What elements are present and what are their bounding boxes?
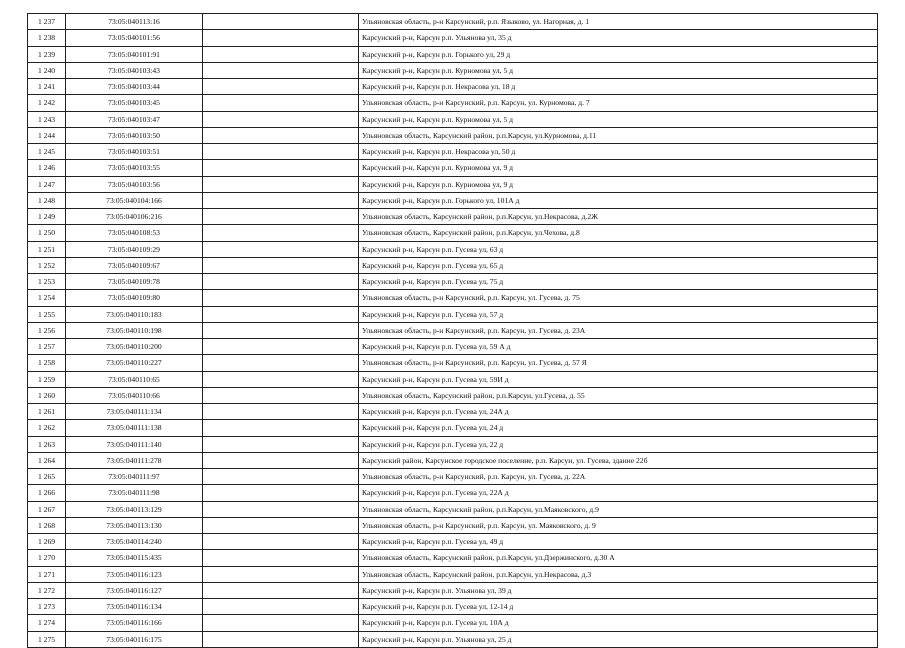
- empty-cell: [203, 452, 359, 468]
- table-row: [28, 517, 878, 533]
- table-row: [28, 176, 878, 192]
- cadastral-number: 73:05:040116:134: [66, 599, 203, 615]
- address: Ульяновская область, Карсунский район, р.п.Карсун, ул.Некрасова, д.2Ж: [359, 209, 878, 225]
- empty-cell: [203, 257, 359, 273]
- empty-cell: [203, 46, 359, 62]
- empty-cell: [203, 176, 359, 192]
- row-number: 1 270: [28, 550, 66, 566]
- row-number: 1 257: [28, 339, 66, 355]
- cadastral-number: 73:05:040106:216: [66, 209, 203, 225]
- cadastral-number: 73:05:040111:138: [66, 420, 203, 436]
- table-row: [28, 420, 878, 436]
- address: Карсунский р-н, Карсун р.п. Ульянова ул, 39 д: [359, 582, 878, 598]
- row-number: 1 240: [28, 62, 66, 78]
- table-row: [28, 355, 878, 371]
- row-number: 1 269: [28, 534, 66, 550]
- cadastral-number: 73:05:040104:166: [66, 192, 203, 208]
- row-number: 1 246: [28, 160, 66, 176]
- empty-cell: [203, 241, 359, 257]
- address: Ульяновская область, Карсунский район, р.п.Карсун, ул.Некрасова, д.3: [359, 566, 878, 582]
- empty-cell: [203, 306, 359, 322]
- table-row: [28, 111, 878, 127]
- row-number: 1 272: [28, 582, 66, 598]
- row-number: 1 260: [28, 387, 66, 403]
- table-row: [28, 290, 878, 306]
- empty-cell: [203, 517, 359, 533]
- cadastral-number: 73:05:040109:78: [66, 274, 203, 290]
- table-row: [28, 339, 878, 355]
- empty-cell: [203, 225, 359, 241]
- table-row: [28, 192, 878, 208]
- address: Карсунский р-н, Карсун р.п. Гусева ул, 63 д: [359, 241, 878, 257]
- row-number: 1 252: [28, 257, 66, 273]
- row-number: 1 261: [28, 404, 66, 420]
- table-row: [28, 209, 878, 225]
- empty-cell: [203, 95, 359, 111]
- empty-cell: [203, 387, 359, 403]
- table-row: [28, 274, 878, 290]
- address: Карсунский р-н, Карсун р.п. Гусева ул, 10А д: [359, 615, 878, 631]
- cadastral-number: 73:05:040111:98: [66, 485, 203, 501]
- table-row: [28, 241, 878, 257]
- table-row: [28, 371, 878, 387]
- table-row: [28, 582, 878, 598]
- row-number: 1 265: [28, 469, 66, 485]
- table-row: [28, 322, 878, 338]
- row-number: 1 247: [28, 176, 66, 192]
- cadastral-number: 73:05:040103:51: [66, 144, 203, 160]
- address: Карсунский р-н, Карсун р.п. Гусева ул, 22 д: [359, 436, 878, 452]
- empty-cell: [203, 420, 359, 436]
- address: Карсунский р-н, Карсун р.п. Курномова ул, 5 д: [359, 62, 878, 78]
- address: Карсунский р-н, Карсун р.п. Горького ул, 29 д: [359, 46, 878, 62]
- empty-cell: [203, 62, 359, 78]
- cadastral-number: 73:05:040103:44: [66, 79, 203, 95]
- empty-cell: [203, 30, 359, 46]
- table-row: [28, 144, 878, 160]
- table-row: [28, 631, 878, 647]
- empty-cell: [203, 371, 359, 387]
- cadastral-number: 73:05:040103:55: [66, 160, 203, 176]
- table-row: [28, 599, 878, 615]
- row-number: 1 256: [28, 322, 66, 338]
- cadastral-number: 73:05:040111:140: [66, 436, 203, 452]
- empty-cell: [203, 79, 359, 95]
- address: Карсунский р-н, Карсун р.п. Гусева ул, 12-14 д: [359, 599, 878, 615]
- cadastral-number: 73:05:040116:166: [66, 615, 203, 631]
- cadastral-number: 73:05:040110:198: [66, 322, 203, 338]
- address: Карсунский р-н, Карсун р.п. Гусева ул, 59И д: [359, 371, 878, 387]
- address: Ульяновская область, р-н Карсунский, р.п. Карсун, ул. Гусева, д. 22А: [359, 469, 878, 485]
- cadastral-number: 73:05:040101:56: [66, 30, 203, 46]
- empty-cell: [203, 566, 359, 582]
- cadastral-number: 73:05:040113:16: [66, 14, 203, 30]
- table-row: [28, 62, 878, 78]
- empty-cell: [203, 404, 359, 420]
- cadastral-number: 73:05:040108:53: [66, 225, 203, 241]
- row-number: 1 274: [28, 615, 66, 631]
- cadastral-number: 73:05:040116:123: [66, 566, 203, 582]
- row-number: 1 275: [28, 631, 66, 647]
- address: Карсунский р-н, Карсун р.п. Курномова ул, 9 д: [359, 160, 878, 176]
- address: Ульяновская область, Карсунский район, р.п.Карсун, ул.Маяковского, д.9: [359, 501, 878, 517]
- cadastral-number: 73:05:040110:200: [66, 339, 203, 355]
- row-number: 1 254: [28, 290, 66, 306]
- table-row: [28, 95, 878, 111]
- empty-cell: [203, 355, 359, 371]
- row-number: 1 251: [28, 241, 66, 257]
- empty-cell: [203, 485, 359, 501]
- empty-cell: [203, 274, 359, 290]
- cadastral-number: 73:05:040103:45: [66, 95, 203, 111]
- empty-cell: [203, 192, 359, 208]
- row-number: 1 242: [28, 95, 66, 111]
- address: Карсунский р-н, Карсун р.п. Гусева ул, 65 д: [359, 257, 878, 273]
- address: Ульяновская область, р-н Карсунский, р.п. Карсун, ул. Гусева, д. 75: [359, 290, 878, 306]
- table-row: [28, 501, 878, 517]
- address: Карсунский район, Карсунское городское поселение, р.п. Карсун, ул. Гусева, здание 22б: [359, 452, 878, 468]
- empty-cell: [203, 127, 359, 143]
- table-body: [28, 14, 878, 648]
- table-row: [28, 30, 878, 46]
- cadastral-number: 73:05:040103:43: [66, 62, 203, 78]
- address: Карсунский р-н, Карсун р.п. Гусева ул, 22А д: [359, 485, 878, 501]
- empty-cell: [203, 582, 359, 598]
- empty-cell: [203, 160, 359, 176]
- row-number: 1 258: [28, 355, 66, 371]
- cadastral-number: 73:05:040113:130: [66, 517, 203, 533]
- address: Ульяновская область, р-н Карсунский, р.п. Языково, ул. Нагорная, д. 1: [359, 14, 878, 30]
- property-table: [27, 13, 878, 648]
- cadastral-number: 73:05:040116:175: [66, 631, 203, 647]
- address: Карсунский р-н, Карсун р.п. Ульянова ул, 35 д: [359, 30, 878, 46]
- table-row: [28, 387, 878, 403]
- row-number: 1 249: [28, 209, 66, 225]
- empty-cell: [203, 534, 359, 550]
- empty-cell: [203, 550, 359, 566]
- table-row: [28, 404, 878, 420]
- row-number: 1 271: [28, 566, 66, 582]
- table-row: [28, 127, 878, 143]
- empty-cell: [203, 599, 359, 615]
- table-row: [28, 14, 878, 30]
- cadastral-number: 73:05:040110:66: [66, 387, 203, 403]
- row-number: 1 248: [28, 192, 66, 208]
- empty-cell: [203, 339, 359, 355]
- table-row: [28, 485, 878, 501]
- empty-cell: [203, 469, 359, 485]
- row-number: 1 264: [28, 452, 66, 468]
- cadastral-number: 73:05:040116:127: [66, 582, 203, 598]
- table-row: [28, 46, 878, 62]
- empty-cell: [203, 631, 359, 647]
- row-number: 1 241: [28, 79, 66, 95]
- row-number: 1 262: [28, 420, 66, 436]
- row-number: 1 238: [28, 30, 66, 46]
- row-number: 1 263: [28, 436, 66, 452]
- row-number: 1 259: [28, 371, 66, 387]
- cadastral-number: 73:05:040111:97: [66, 469, 203, 485]
- row-number: 1 273: [28, 599, 66, 615]
- address: Ульяновская область, р-н Карсунский, р.п. Карсун, ул. Гусева, д. 23А: [359, 322, 878, 338]
- row-number: 1 250: [28, 225, 66, 241]
- address: Карсунский р-н, Карсун р.п. Ульянова ул, 25 д: [359, 631, 878, 647]
- address: Ульяновская область, Карсунский район, р.п.Карсун, ул.Дзержинского, д.30 А: [359, 550, 878, 566]
- cadastral-number: 73:05:040109:29: [66, 241, 203, 257]
- table-row: [28, 550, 878, 566]
- address: Ульяновская область, Карсунский район, р.п.Карсун, ул.Чехова, д.8: [359, 225, 878, 241]
- cadastral-number: 73:05:040115:435: [66, 550, 203, 566]
- address: Ульяновская область, р-н Карсунский, р.п. Карсун, ул. Гусева, д. 57 Я: [359, 355, 878, 371]
- address: Ульяновская область, р-н Карсунский, р.п. Карсун, ул. Курномова, д. 7: [359, 95, 878, 111]
- row-number: 1 253: [28, 274, 66, 290]
- empty-cell: [203, 111, 359, 127]
- empty-cell: [203, 144, 359, 160]
- empty-cell: [203, 209, 359, 225]
- address: Карсунский р-н, Карсун р.п. Гусева ул, 57 д: [359, 306, 878, 322]
- empty-cell: [203, 501, 359, 517]
- address: Ульяновская область, р-н Карсунский, р.п. Карсун, ул. Маяковского, д. 9: [359, 517, 878, 533]
- cadastral-number: 73:05:040113:129: [66, 501, 203, 517]
- row-number: 1 266: [28, 485, 66, 501]
- document-page: [27, 13, 877, 648]
- row-number: 1 245: [28, 144, 66, 160]
- address: Карсунский р-н, Карсун р.п. Некрасова ул, 18 д: [359, 79, 878, 95]
- table-row: [28, 452, 878, 468]
- cadastral-number: 73:05:040111:278: [66, 452, 203, 468]
- table-row: [28, 566, 878, 582]
- row-number: 1 237: [28, 14, 66, 30]
- address: Карсунский р-н, Карсун р.п. Гусева ул, 24 д: [359, 420, 878, 436]
- address: Карсунский р-н, Карсун р.п. Гусева ул, 75 д: [359, 274, 878, 290]
- table-row: [28, 160, 878, 176]
- cadastral-number: 73:05:040109:80: [66, 290, 203, 306]
- cadastral-number: 73:05:040111:134: [66, 404, 203, 420]
- cadastral-number: 73:05:040103:50: [66, 127, 203, 143]
- cadastral-number: 73:05:040103:47: [66, 111, 203, 127]
- cadastral-number: 73:05:040110:65: [66, 371, 203, 387]
- row-number: 1 268: [28, 517, 66, 533]
- row-number: 1 243: [28, 111, 66, 127]
- cadastral-number: 73:05:040101:91: [66, 46, 203, 62]
- table-row: [28, 436, 878, 452]
- cadastral-number: 73:05:040114:240: [66, 534, 203, 550]
- cadastral-number: 73:05:040103:56: [66, 176, 203, 192]
- address: Карсунский р-н, Карсун р.п. Курномова ул, 9 д: [359, 176, 878, 192]
- table-row: [28, 615, 878, 631]
- table-row: [28, 534, 878, 550]
- address: Карсунский р-н, Карсун р.п. Гусева ул, 59 А д: [359, 339, 878, 355]
- empty-cell: [203, 290, 359, 306]
- row-number: 1 239: [28, 46, 66, 62]
- table-row: [28, 79, 878, 95]
- cadastral-number: 73:05:040110:227: [66, 355, 203, 371]
- empty-cell: [203, 322, 359, 338]
- empty-cell: [203, 14, 359, 30]
- empty-cell: [203, 615, 359, 631]
- cadastral-number: 73:05:040110:183: [66, 306, 203, 322]
- cadastral-number: 73:05:040109:67: [66, 257, 203, 273]
- empty-cell: [203, 436, 359, 452]
- address: Карсунский р-н, Карсун р.п. Курномова ул, 5 д: [359, 111, 878, 127]
- address: Ульяновская область, Карсунский район, р.п.Карсун, ул.Гусева, д. 55: [359, 387, 878, 403]
- table-row: [28, 257, 878, 273]
- address: Карсунский р-н, Карсун р.п. Некрасова ул, 50 д: [359, 144, 878, 160]
- table-row: [28, 225, 878, 241]
- row-number: 1 267: [28, 501, 66, 517]
- row-number: 1 244: [28, 127, 66, 143]
- address: Карсунский р-н, Карсун р.п. Гусева ул, 49 д: [359, 534, 878, 550]
- row-number: 1 255: [28, 306, 66, 322]
- address: Карсунский р-н, Карсун р.п. Гусева ул, 24А д: [359, 404, 878, 420]
- table-row: [28, 469, 878, 485]
- address: Карсунский р-н, Карсун р.п. Горького ул, 101А д: [359, 192, 878, 208]
- table-row: [28, 306, 878, 322]
- address: Ульяновская область, Карсунский район, р.п.Карсун, ул.Курномова, д.11: [359, 127, 878, 143]
